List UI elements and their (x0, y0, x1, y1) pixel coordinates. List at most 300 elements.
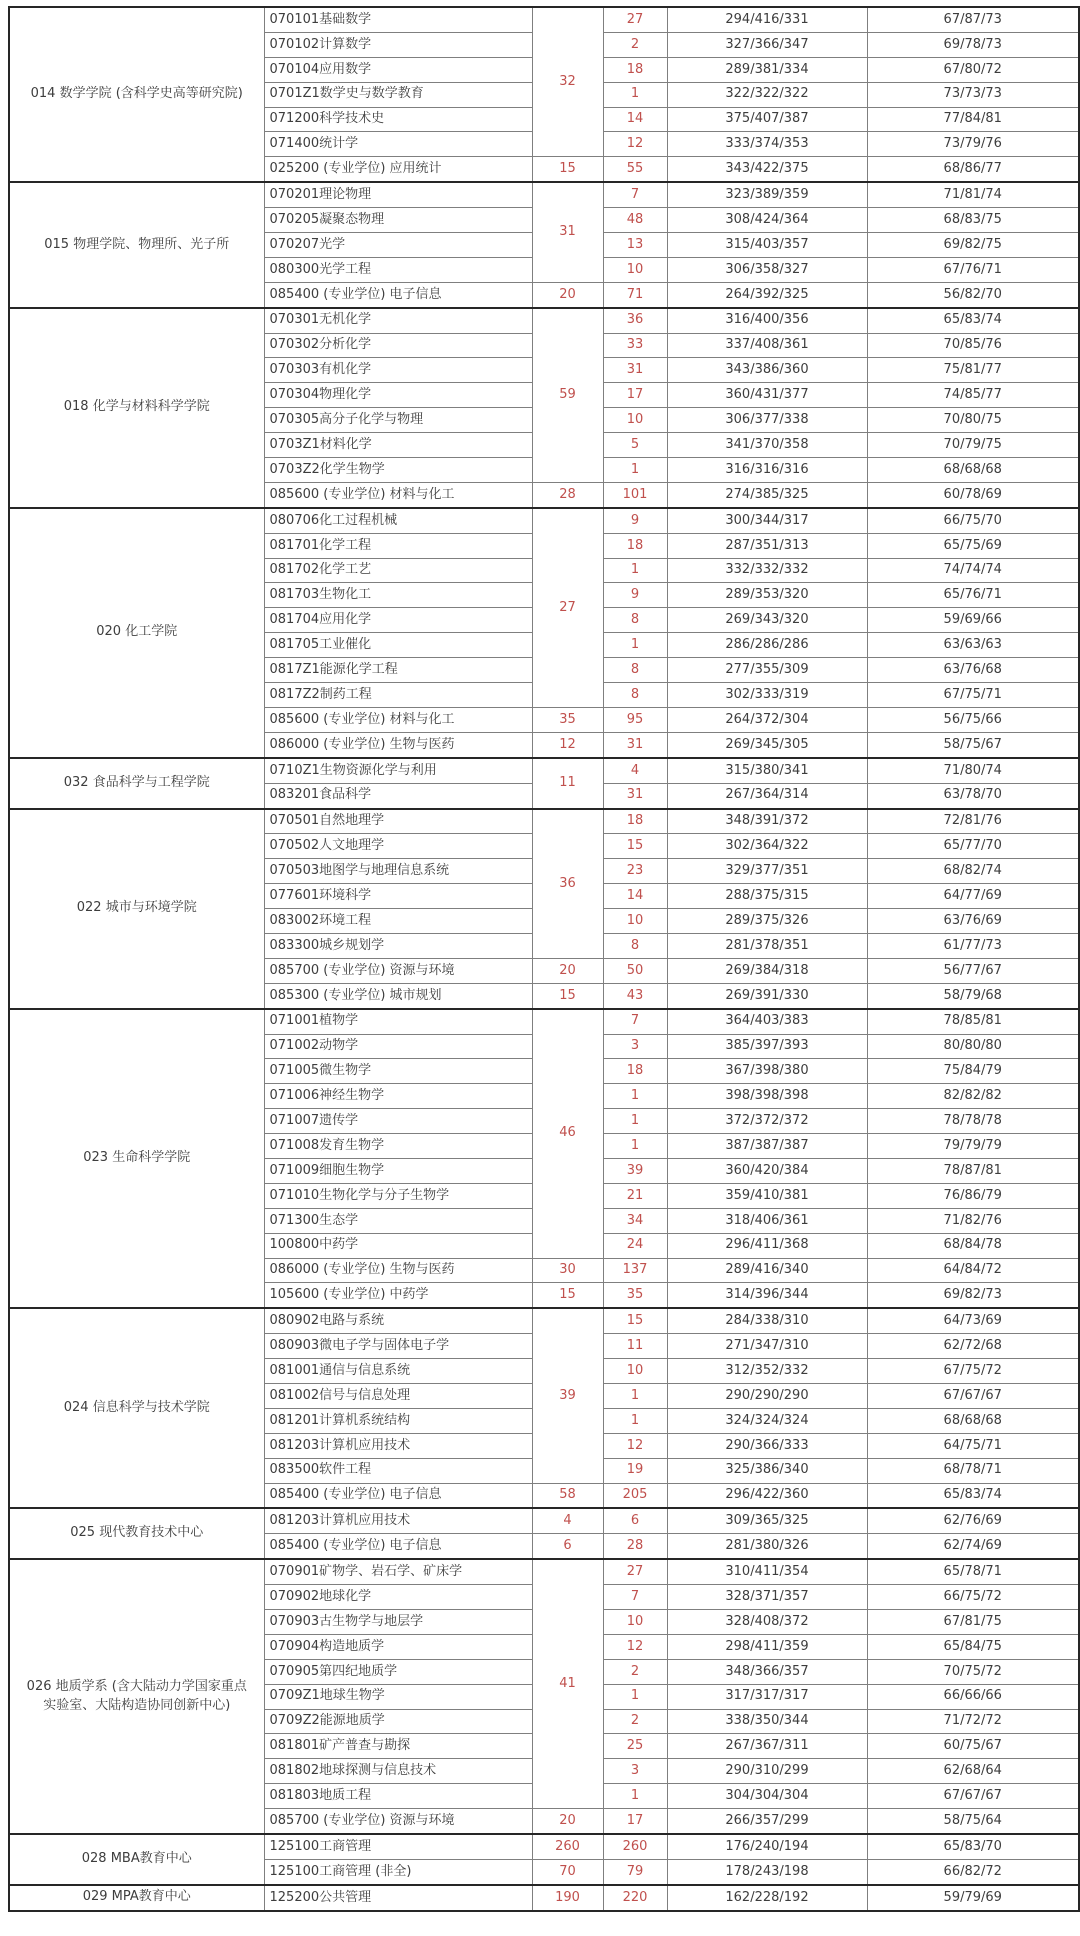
college-cell: 029 MPA教育中心 (9, 1885, 264, 1911)
admitted-count-cell: 3 (603, 1759, 667, 1784)
score-cell: 176/240/194 (667, 1834, 867, 1859)
major-cell: 070201理论物理 (264, 182, 532, 207)
quota-cell: 15 (532, 1283, 603, 1308)
major-cell: 070903古生物学与地层学 (264, 1610, 532, 1635)
admitted-count-cell: 2 (603, 1659, 667, 1684)
ratio-cell: 75/81/77 (867, 358, 1079, 383)
admitted-count-cell: 101 (603, 482, 667, 507)
ratio-cell: 60/75/67 (867, 1734, 1079, 1759)
admitted-count-cell: 1 (603, 82, 667, 107)
admitted-count-cell: 23 (603, 859, 667, 884)
admitted-count-cell: 2 (603, 32, 667, 57)
major-cell: 071300生态学 (264, 1208, 532, 1233)
admitted-count-cell: 3 (603, 1034, 667, 1059)
major-cell: 070503地图学与地理信息系统 (264, 859, 532, 884)
score-cell: 302/364/322 (667, 834, 867, 859)
ratio-cell: 56/82/70 (867, 282, 1079, 307)
quota-cell: 6 (532, 1534, 603, 1559)
major-cell: 085400 (专业学位) 电子信息 (264, 282, 532, 307)
admitted-count-cell: 28 (603, 1534, 667, 1559)
admitted-count-cell: 260 (603, 1834, 667, 1859)
score-cell: 343/422/375 (667, 157, 867, 182)
score-cell: 300/344/317 (667, 508, 867, 533)
quota-cell: 260 (532, 1834, 603, 1859)
major-cell: 081001通信与信息系统 (264, 1359, 532, 1384)
score-cell: 178/243/198 (667, 1859, 867, 1884)
major-cell: 070302分析化学 (264, 333, 532, 358)
major-cell: 0709Z2能源地质学 (264, 1709, 532, 1734)
score-cell: 296/422/360 (667, 1483, 867, 1508)
ratio-cell: 67/67/67 (867, 1383, 1079, 1408)
score-cell: 264/392/325 (667, 282, 867, 307)
ratio-cell: 69/78/73 (867, 32, 1079, 57)
major-cell: 070501自然地理学 (264, 809, 532, 834)
ratio-cell: 73/73/73 (867, 82, 1079, 107)
major-cell: 071009细胞生物学 (264, 1158, 532, 1183)
college-cell: 022 城市与环境学院 (9, 809, 264, 1009)
admitted-count-cell: 8 (603, 683, 667, 708)
college-cell: 032 食品科学与工程学院 (9, 758, 264, 809)
score-cell: 289/375/326 (667, 909, 867, 934)
score-table-body (9, 7, 1079, 1911)
major-cell: 071002动物学 (264, 1034, 532, 1059)
major-cell: 070902地球化学 (264, 1585, 532, 1610)
quota-cell: 28 (532, 482, 603, 507)
score-cell: 302/333/319 (667, 683, 867, 708)
major-cell: 070303有机化学 (264, 358, 532, 383)
college-cell: 015 物理学院、物理所、光子所 (9, 182, 264, 307)
ratio-cell: 64/73/69 (867, 1308, 1079, 1333)
ratio-cell: 65/83/74 (867, 1483, 1079, 1508)
major-cell: 0703Z1材料化学 (264, 433, 532, 458)
college-cell: 028 MBA教育中心 (9, 1834, 264, 1885)
score-cell: 286/286/286 (667, 633, 867, 658)
major-cell: 070205凝聚态物理 (264, 208, 532, 233)
quota-cell: 36 (532, 809, 603, 959)
admitted-count-cell: 19 (603, 1458, 667, 1483)
major-cell: 083300城乡规划学 (264, 933, 532, 958)
ratio-cell: 62/72/68 (867, 1334, 1079, 1359)
major-cell: 081203计算机应用技术 (264, 1508, 532, 1533)
major-cell: 0709Z1地球生物学 (264, 1684, 532, 1709)
score-cell: 328/371/357 (667, 1585, 867, 1610)
major-cell: 100800中药学 (264, 1233, 532, 1258)
ratio-cell: 71/72/72 (867, 1709, 1079, 1734)
ratio-cell: 68/84/78 (867, 1233, 1079, 1258)
admitted-count-cell: 1 (603, 1084, 667, 1109)
admitted-count-cell: 27 (603, 1559, 667, 1584)
major-cell: 125200公共管理 (264, 1885, 532, 1911)
admitted-count-cell: 48 (603, 208, 667, 233)
ratio-cell: 65/78/71 (867, 1559, 1079, 1584)
ratio-cell: 64/84/72 (867, 1258, 1079, 1283)
admitted-count-cell: 18 (603, 57, 667, 82)
score-cell: 315/380/341 (667, 758, 867, 783)
college-cell: 023 生命科学学院 (9, 1009, 264, 1309)
score-cell: 290/366/333 (667, 1433, 867, 1458)
major-cell: 071001植物学 (264, 1009, 532, 1034)
admitted-count-cell: 13 (603, 233, 667, 258)
score-cell: 343/386/360 (667, 358, 867, 383)
major-cell: 071006神经生物学 (264, 1084, 532, 1109)
college-cell: 018 化学与材料科学学院 (9, 308, 264, 508)
score-cell: 337/408/361 (667, 333, 867, 358)
admitted-count-cell: 10 (603, 909, 667, 934)
admission-score-table (8, 6, 1080, 1912)
table-row (9, 1885, 1079, 1911)
ratio-cell: 77/84/81 (867, 107, 1079, 132)
quota-cell: 35 (532, 707, 603, 732)
admitted-count-cell: 18 (603, 533, 667, 558)
score-cell: 348/366/357 (667, 1659, 867, 1684)
admitted-count-cell: 31 (603, 732, 667, 757)
ratio-cell: 74/85/77 (867, 383, 1079, 408)
major-cell: 071010生物化学与分子生物学 (264, 1183, 532, 1208)
major-cell: 085400 (专业学位) 电子信息 (264, 1483, 532, 1508)
ratio-cell: 67/75/71 (867, 683, 1079, 708)
ratio-cell: 73/79/76 (867, 132, 1079, 157)
major-cell: 080903微电子学与固体电子学 (264, 1334, 532, 1359)
quota-cell: 39 (532, 1308, 603, 1483)
ratio-cell: 65/84/75 (867, 1634, 1079, 1659)
quota-cell: 20 (532, 1809, 603, 1834)
score-cell: 375/407/387 (667, 107, 867, 132)
ratio-cell: 68/68/68 (867, 1408, 1079, 1433)
score-cell: 341/370/358 (667, 433, 867, 458)
score-cell: 290/290/290 (667, 1383, 867, 1408)
major-cell: 070304物理化学 (264, 383, 532, 408)
score-cell: 289/381/334 (667, 57, 867, 82)
score-cell: 318/406/361 (667, 1208, 867, 1233)
ratio-cell: 68/68/68 (867, 458, 1079, 483)
ratio-cell: 80/80/80 (867, 1034, 1079, 1059)
ratio-cell: 67/75/72 (867, 1359, 1079, 1384)
major-cell: 081701化学工程 (264, 533, 532, 558)
score-cell: 372/372/372 (667, 1109, 867, 1134)
quota-cell: 70 (532, 1859, 603, 1884)
quota-cell: 11 (532, 758, 603, 809)
college-cell: 024 信息科学与技术学院 (9, 1308, 264, 1508)
quota-cell: 30 (532, 1258, 603, 1283)
ratio-cell: 70/80/75 (867, 408, 1079, 433)
major-cell: 085700 (专业学位) 资源与环境 (264, 958, 532, 983)
admitted-count-cell: 1 (603, 1109, 667, 1134)
major-cell: 085300 (专业学位) 城市规划 (264, 983, 532, 1008)
admitted-count-cell: 34 (603, 1208, 667, 1233)
admitted-count-cell: 79 (603, 1859, 667, 1884)
ratio-cell: 68/86/77 (867, 157, 1079, 182)
admitted-count-cell: 11 (603, 1334, 667, 1359)
admitted-count-cell: 5 (603, 433, 667, 458)
major-cell: 070901矿物学、岩石学、矿床学 (264, 1559, 532, 1584)
score-cell: 315/403/357 (667, 233, 867, 258)
score-cell: 328/408/372 (667, 1610, 867, 1635)
admitted-count-cell: 10 (603, 257, 667, 282)
college-cell: 026 地质学系 (含大陆动力学国家重点实验室、大陆构造协同创新中心) (9, 1559, 264, 1834)
major-cell: 071005微生物学 (264, 1059, 532, 1084)
ratio-cell: 71/82/76 (867, 1208, 1079, 1233)
ratio-cell: 59/69/66 (867, 608, 1079, 633)
admitted-count-cell: 10 (603, 1610, 667, 1635)
major-cell: 125100工商管理 (非全) (264, 1859, 532, 1884)
score-cell: 322/322/322 (667, 82, 867, 107)
ratio-cell: 74/74/74 (867, 558, 1079, 583)
ratio-cell: 79/79/79 (867, 1134, 1079, 1159)
ratio-cell: 64/75/71 (867, 1433, 1079, 1458)
score-cell: 385/397/393 (667, 1034, 867, 1059)
quota-cell: 31 (532, 182, 603, 282)
admitted-count-cell: 71 (603, 282, 667, 307)
major-cell: 081203计算机应用技术 (264, 1433, 532, 1458)
score-cell: 312/352/332 (667, 1359, 867, 1384)
score-cell: 324/324/324 (667, 1408, 867, 1433)
admitted-count-cell: 18 (603, 1059, 667, 1084)
major-cell: 081002信号与信息处理 (264, 1383, 532, 1408)
major-cell: 085600 (专业学位) 材料与化工 (264, 482, 532, 507)
major-cell: 0817Z1能源化学工程 (264, 658, 532, 683)
admitted-count-cell: 220 (603, 1885, 667, 1911)
score-cell: 269/391/330 (667, 983, 867, 1008)
score-cell: 267/364/314 (667, 783, 867, 808)
admitted-count-cell: 6 (603, 1508, 667, 1533)
quota-cell: 46 (532, 1009, 603, 1258)
score-cell: 359/410/381 (667, 1183, 867, 1208)
major-cell: 086000 (专业学位) 生物与医药 (264, 732, 532, 757)
ratio-cell: 71/81/74 (867, 182, 1079, 207)
admitted-count-cell: 9 (603, 508, 667, 533)
admitted-count-cell: 8 (603, 608, 667, 633)
admitted-count-cell: 15 (603, 834, 667, 859)
admitted-count-cell: 10 (603, 1359, 667, 1384)
table-row (9, 1308, 1079, 1333)
ratio-cell: 65/83/74 (867, 308, 1079, 333)
score-cell: 306/377/338 (667, 408, 867, 433)
score-cell: 333/374/353 (667, 132, 867, 157)
major-cell: 081803地质工程 (264, 1784, 532, 1809)
score-cell: 294/416/331 (667, 7, 867, 32)
admitted-count-cell: 7 (603, 1585, 667, 1610)
admitted-count-cell: 1 (603, 558, 667, 583)
ratio-cell: 66/66/66 (867, 1684, 1079, 1709)
major-cell: 070301无机化学 (264, 308, 532, 333)
score-cell: 360/420/384 (667, 1158, 867, 1183)
major-cell: 070101基础数学 (264, 7, 532, 32)
major-cell: 083500软件工程 (264, 1458, 532, 1483)
college-cell: 025 现代教育技术中心 (9, 1508, 264, 1559)
major-cell: 070102计算数学 (264, 32, 532, 57)
admitted-count-cell: 50 (603, 958, 667, 983)
quota-cell: 27 (532, 508, 603, 708)
ratio-cell: 64/77/69 (867, 884, 1079, 909)
admitted-count-cell: 1 (603, 1784, 667, 1809)
score-cell: 348/391/372 (667, 809, 867, 834)
major-cell: 086000 (专业学位) 生物与医药 (264, 1258, 532, 1283)
score-cell: 387/387/387 (667, 1134, 867, 1159)
ratio-cell: 70/79/75 (867, 433, 1079, 458)
ratio-cell: 69/82/75 (867, 233, 1079, 258)
ratio-cell: 56/75/66 (867, 707, 1079, 732)
score-cell: 288/375/315 (667, 884, 867, 909)
ratio-cell: 66/82/72 (867, 1859, 1079, 1884)
ratio-cell: 58/79/68 (867, 983, 1079, 1008)
admitted-count-cell: 2 (603, 1709, 667, 1734)
admitted-count-cell: 31 (603, 358, 667, 383)
ratio-cell: 78/85/81 (867, 1009, 1079, 1034)
admitted-count-cell: 15 (603, 1308, 667, 1333)
admitted-count-cell: 12 (603, 1433, 667, 1458)
major-cell: 081802地球探测与信息技术 (264, 1759, 532, 1784)
table-row (9, 1834, 1079, 1859)
ratio-cell: 63/76/68 (867, 658, 1079, 683)
admitted-count-cell: 31 (603, 783, 667, 808)
ratio-cell: 67/80/72 (867, 57, 1079, 82)
table-row (9, 1559, 1079, 1584)
score-cell: 269/345/305 (667, 732, 867, 757)
major-cell: 080902电路与系统 (264, 1308, 532, 1333)
admitted-count-cell: 10 (603, 408, 667, 433)
score-cell: 269/343/320 (667, 608, 867, 633)
admitted-count-cell: 8 (603, 933, 667, 958)
admitted-count-cell: 14 (603, 884, 667, 909)
table-row (9, 809, 1079, 834)
score-cell: 274/385/325 (667, 482, 867, 507)
major-cell: 0817Z2制药工程 (264, 683, 532, 708)
major-cell: 070905第四纪地质学 (264, 1659, 532, 1684)
score-cell: 269/384/318 (667, 958, 867, 983)
ratio-cell: 78/78/78 (867, 1109, 1079, 1134)
score-cell: 316/400/356 (667, 308, 867, 333)
ratio-cell: 67/67/67 (867, 1784, 1079, 1809)
major-cell: 083201食品科学 (264, 783, 532, 808)
ratio-cell: 82/82/82 (867, 1084, 1079, 1109)
admitted-count-cell: 9 (603, 583, 667, 608)
score-cell: 289/353/320 (667, 583, 867, 608)
ratio-cell: 62/76/69 (867, 1508, 1079, 1533)
major-cell: 071007遗传学 (264, 1109, 532, 1134)
ratio-cell: 66/75/72 (867, 1585, 1079, 1610)
ratio-cell: 65/75/69 (867, 533, 1079, 558)
admitted-count-cell: 27 (603, 7, 667, 32)
major-cell: 081201计算机系统结构 (264, 1408, 532, 1433)
quota-cell: 59 (532, 308, 603, 483)
score-cell: 296/411/368 (667, 1233, 867, 1258)
admitted-count-cell: 1 (603, 1134, 667, 1159)
admitted-count-cell: 1 (603, 1408, 667, 1433)
admitted-count-cell: 1 (603, 1383, 667, 1408)
ratio-cell: 70/85/76 (867, 333, 1079, 358)
major-cell: 083002环境工程 (264, 909, 532, 934)
major-cell: 085600 (专业学位) 材料与化工 (264, 707, 532, 732)
quota-cell: 32 (532, 7, 603, 157)
major-cell: 081705工业催化 (264, 633, 532, 658)
major-cell: 070904构造地质学 (264, 1634, 532, 1659)
ratio-cell: 76/86/79 (867, 1183, 1079, 1208)
score-cell: 266/357/299 (667, 1809, 867, 1834)
score-cell: 309/365/325 (667, 1508, 867, 1533)
ratio-cell: 71/80/74 (867, 758, 1079, 783)
major-cell: 077601环境科学 (264, 884, 532, 909)
admitted-count-cell: 12 (603, 132, 667, 157)
quota-cell: 12 (532, 732, 603, 757)
score-cell: 281/378/351 (667, 933, 867, 958)
score-cell: 329/377/351 (667, 859, 867, 884)
admitted-count-cell: 7 (603, 1009, 667, 1034)
admitted-count-cell: 55 (603, 157, 667, 182)
ratio-cell: 58/75/67 (867, 732, 1079, 757)
ratio-cell: 68/82/74 (867, 859, 1079, 884)
admitted-count-cell: 25 (603, 1734, 667, 1759)
admitted-count-cell: 8 (603, 658, 667, 683)
score-cell: 364/403/383 (667, 1009, 867, 1034)
table-row (9, 508, 1079, 533)
ratio-cell: 68/83/75 (867, 208, 1079, 233)
major-cell: 080300光学工程 (264, 257, 532, 282)
ratio-cell: 56/77/67 (867, 958, 1079, 983)
score-cell: 310/411/354 (667, 1559, 867, 1584)
admitted-count-cell: 39 (603, 1158, 667, 1183)
ratio-cell: 72/81/76 (867, 809, 1079, 834)
ratio-cell: 65/77/70 (867, 834, 1079, 859)
major-cell: 0703Z2化学生物学 (264, 458, 532, 483)
admitted-count-cell: 24 (603, 1233, 667, 1258)
quota-cell: 20 (532, 958, 603, 983)
quota-cell: 4 (532, 1508, 603, 1533)
ratio-cell: 75/84/79 (867, 1059, 1079, 1084)
table-row (9, 182, 1079, 207)
admitted-count-cell: 1 (603, 1684, 667, 1709)
major-cell: 071008发育生物学 (264, 1134, 532, 1159)
admitted-count-cell: 17 (603, 383, 667, 408)
score-cell: 332/332/332 (667, 558, 867, 583)
ratio-cell: 61/77/73 (867, 933, 1079, 958)
major-cell: 071200科学技术史 (264, 107, 532, 132)
major-cell: 085400 (专业学位) 电子信息 (264, 1534, 532, 1559)
major-cell: 081702化学工艺 (264, 558, 532, 583)
ratio-cell: 67/76/71 (867, 257, 1079, 282)
college-cell: 014 数学学院 (含科学史高等研究院) (9, 7, 264, 182)
ratio-cell: 65/76/71 (867, 583, 1079, 608)
score-cell: 398/398/398 (667, 1084, 867, 1109)
admitted-count-cell: 21 (603, 1183, 667, 1208)
major-cell: 071400统计学 (264, 132, 532, 157)
college-cell: 020 化工学院 (9, 508, 264, 758)
ratio-cell: 59/79/69 (867, 1885, 1079, 1911)
table-row (9, 1508, 1079, 1533)
score-cell: 325/386/340 (667, 1458, 867, 1483)
major-cell: 080706化工过程机械 (264, 508, 532, 533)
major-cell: 085700 (专业学位) 资源与环境 (264, 1809, 532, 1834)
admitted-count-cell: 137 (603, 1258, 667, 1283)
major-cell: 081703生物化工 (264, 583, 532, 608)
score-cell: 317/317/317 (667, 1684, 867, 1709)
ratio-cell: 65/83/70 (867, 1834, 1079, 1859)
score-cell: 323/389/359 (667, 182, 867, 207)
ratio-cell: 69/82/73 (867, 1283, 1079, 1308)
admitted-count-cell: 33 (603, 333, 667, 358)
quota-cell: 15 (532, 157, 603, 182)
admitted-count-cell: 18 (603, 809, 667, 834)
score-cell: 289/416/340 (667, 1258, 867, 1283)
ratio-cell: 67/81/75 (867, 1610, 1079, 1635)
score-cell: 360/431/377 (667, 383, 867, 408)
major-cell: 125100工商管理 (264, 1834, 532, 1859)
ratio-cell: 70/75/72 (867, 1659, 1079, 1684)
score-cell: 316/316/316 (667, 458, 867, 483)
ratio-cell: 58/75/64 (867, 1809, 1079, 1834)
admitted-count-cell: 7 (603, 182, 667, 207)
quota-cell: 15 (532, 983, 603, 1008)
score-cell: 290/310/299 (667, 1759, 867, 1784)
